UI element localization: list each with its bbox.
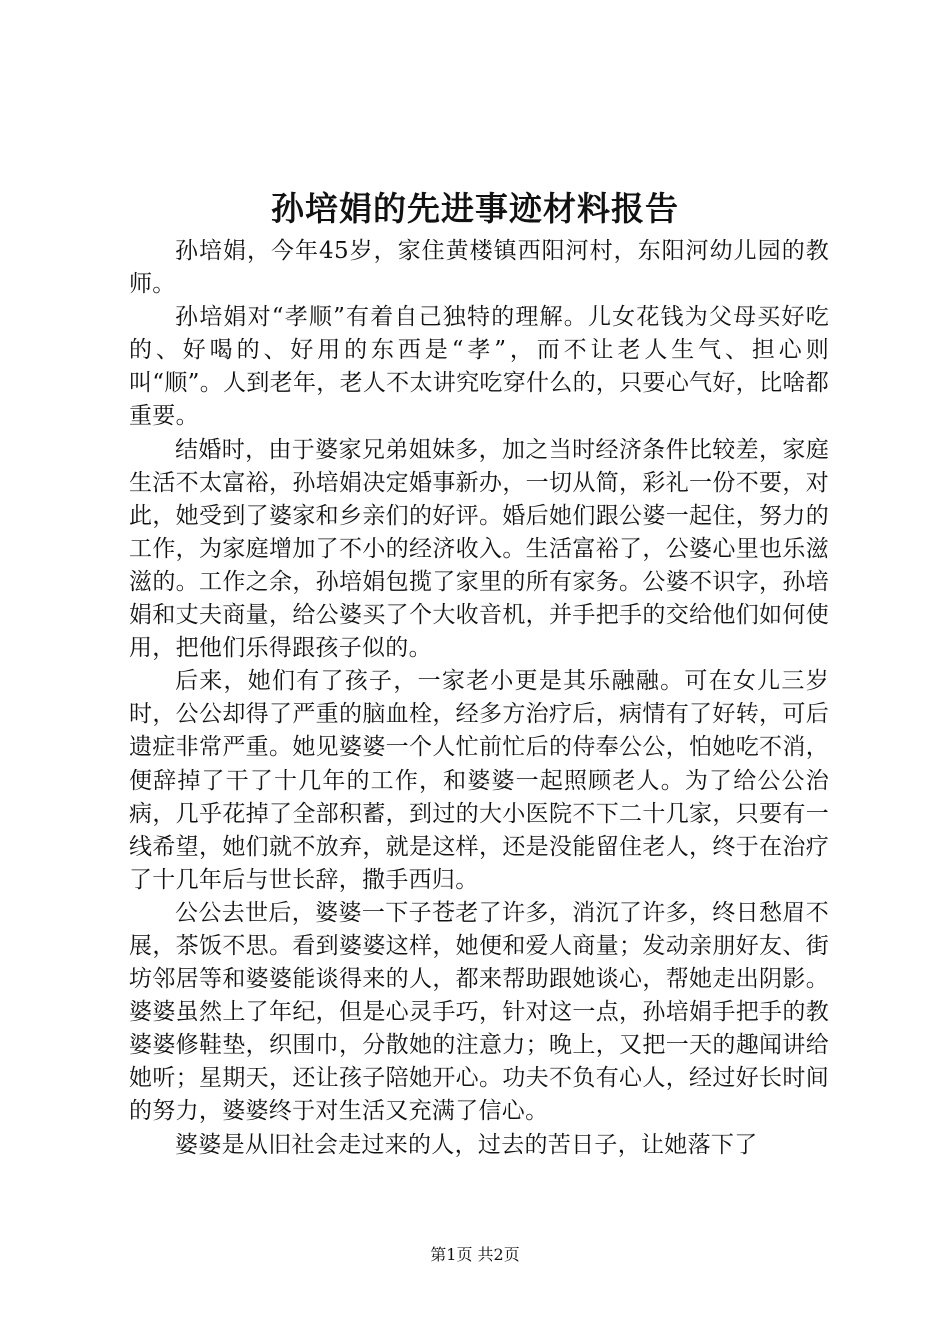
document-title: 孙培娟的先进事迹材料报告 bbox=[271, 189, 679, 228]
paragraph-mother-in-law-care: 公公去世后，婆婆一下子苍老了许多，消沉了许多，终日愁眉不展，茶饭不思。看到婆婆这样，她便和爱人商量；发动亲朋好友、街坊邻居等和婆婆能谈得来的人，都来帮助跟她谈心，帮她走出阴影。婆婆虽然上了年纪，但是心灵手巧，针对这一点，孙培娟手把手的教婆婆修鞋垫，织围巾，分散她的注意力；晚上，又把一天的趣闻讲给她听；星期天，还让孩子陪她开心。功夫不负有心人，经过好长时间的努力，婆婆终于对生活又充满了信心。 bbox=[129, 899, 829, 1125]
paragraph-marriage: 结婚时，由于婆家兄弟姐妹多，加之当时经济条件比较差，家庭生活不太富裕，孙培娟决定婚事新办，一切从简，彩礼一份不要，对此，她受到了婆家和乡亲们的好评。婚后她们跟公婆一起住，努力的工作，为家庭增加了不小的经济收入。生活富裕了，公婆心里也乐滋滋的。工作之余，孙培娟包揽了家里的所有家务。公婆不识字，孙培娟和丈夫商量，给公婆买了个大收音机，并手把手的交给他们如何使用，把他们乐得跟孩子似的。 bbox=[129, 436, 829, 662]
paragraph-father-in-law-illness: 后来，她们有了孩子，一家老小更是其乐融融。可在女儿三岁时，公公却得了严重的脑血栓，经多方治疗后，病情有了好转，可后遗症非常严重。她见婆婆一个人忙前忙后的侍奉公公，怕她吃不消，便辞掉了干了十几年的工作，和婆婆一起照顾老人。为了给公公治病，几乎花掉了全部积蓄，到过的大小医院不下二十几家，只要有一线希望，她们就不放弃，就是这样，还是没能留住老人，终于在治疗了十几年后与世长辞，撒手西归。 bbox=[129, 668, 829, 893]
paragraph-intro: 孙培娟，今年45岁，家住黄楼镇西阳河村，东阳河幼儿园的教师。 bbox=[129, 238, 829, 298]
paragraph-filial-piety: 孙培娟对“孝顺”有着自己独特的理解。儿女花钱为父母买好吃的、好喝的、好用的东西是“孝”，而不让老人生气、担心则叫“顺”。人到老年，老人不太讲究吃穿什么的，只要心气好，比啥都重要。 bbox=[129, 304, 829, 430]
document-body bbox=[129, 235, 829, 1162]
page-number-footer: 第1页 共2页 bbox=[430, 1245, 520, 1264]
paragraph-continued: 婆婆是从旧社会走过来的人，过去的苦日子，让她落下了 bbox=[175, 1131, 758, 1158]
